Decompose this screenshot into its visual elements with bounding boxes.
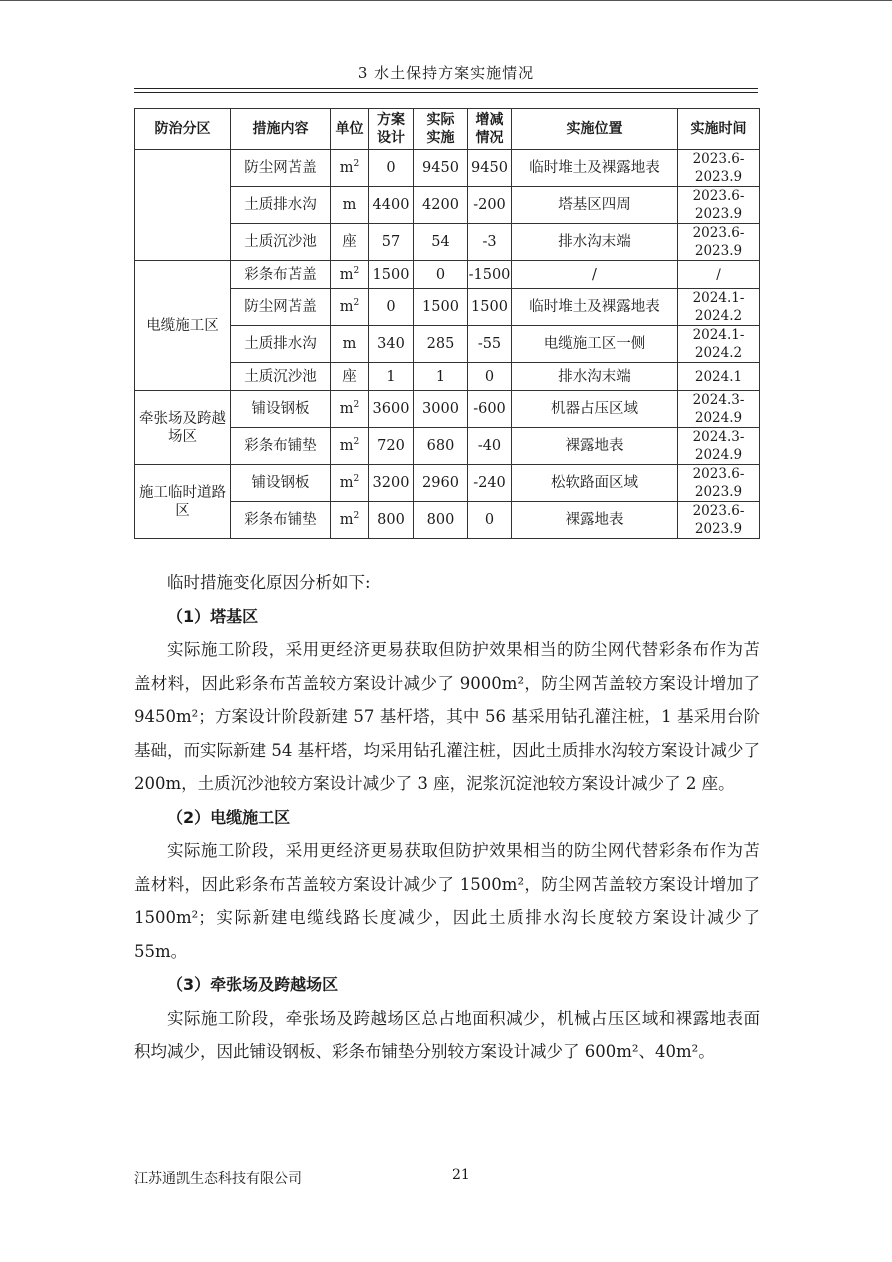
table-row — [135, 465, 760, 502]
unit-text: m — [339, 160, 354, 176]
design-value-cell: 3600 — [369, 391, 414, 428]
time-cell — [678, 289, 760, 326]
measure-cell: 土质排水沟 — [231, 187, 331, 224]
actual-value-cell: 1500 — [414, 289, 468, 326]
design-value-cell: 1500 — [369, 261, 414, 289]
unit-text: m — [342, 197, 357, 213]
change-value-cell: -240 — [468, 465, 512, 502]
design-value-cell: 57 — [369, 224, 414, 261]
unit-cell — [331, 224, 369, 261]
time-cell — [678, 428, 760, 465]
change-value-cell: 0 — [468, 363, 512, 391]
time-start: 2024.1 — [694, 368, 743, 385]
design-value-cell: 0 — [369, 150, 414, 187]
unit-text: m — [339, 401, 354, 417]
unit-superscript: 2 — [353, 298, 360, 309]
measure-cell: 土质沉沙池 — [231, 363, 331, 391]
header-cell: 增减情况 — [468, 109, 512, 150]
actual-value-cell: 9450 — [414, 150, 468, 187]
time-end: 2023.9 — [694, 169, 743, 185]
location-cell: 排水沟末端 — [512, 363, 678, 391]
time-start: 2024.1- — [692, 290, 745, 306]
unit-text: 座 — [342, 368, 357, 385]
time-end: 2023.9 — [694, 521, 743, 537]
unit-text: m — [339, 475, 354, 491]
time-end: 2024.2 — [694, 345, 743, 361]
design-value-cell: 4400 — [369, 187, 414, 224]
unit-cell — [331, 187, 369, 224]
unit-text: m — [339, 266, 354, 283]
table-header-row — [135, 109, 760, 150]
change-value-cell: -200 — [468, 187, 512, 224]
section-heading-tower: （1）塔基区 — [167, 606, 259, 626]
design-value-cell: 720 — [369, 428, 414, 465]
change-value-cell: 1500 — [468, 289, 512, 326]
header-cell: 实际实施 — [414, 109, 468, 150]
table-body — [135, 150, 760, 539]
intro-line: 临时措施变化原因分析如下: — [167, 573, 371, 592]
analysis-text — [134, 566, 760, 1069]
change-value-cell: -600 — [468, 391, 512, 428]
section-heading-cable: （2）电缆施工区 — [167, 807, 291, 827]
footer-company: 江苏通凯生态科技有限公司 — [134, 1171, 302, 1187]
measure-cell: 铺设钢板 — [231, 465, 331, 502]
unit-cell — [331, 289, 369, 326]
measure-cell: 彩条布铺垫 — [231, 502, 331, 539]
measure-cell: 土质排水沟 — [231, 326, 331, 363]
location-cell: 临时堆土及裸露地表 — [512, 289, 678, 326]
section-paragraph-tension: 实际施工阶段，牵张场及跨越场区总占地面积减少，机械占压区域和裸露地表面积均减少，因此铺设钢板、彩条布铺垫分别较方案设计减少了 600m²、40m²。 — [134, 1008, 760, 1061]
change-value-cell: -1500 — [468, 261, 512, 289]
time-end: 2024.2 — [694, 308, 743, 324]
unit-text: m — [339, 438, 354, 454]
running-header: 3 水土保持方案实施情况 — [357, 64, 535, 82]
measure-cell: 彩条布苫盖 — [231, 261, 331, 289]
change-value-cell: -40 — [468, 428, 512, 465]
location-cell: 机器占压区域 — [512, 391, 678, 428]
unit-text: m — [339, 299, 354, 315]
actual-value-cell: 285 — [414, 326, 468, 363]
zone-cell: 施工临时道路区 — [135, 465, 231, 539]
design-value-cell: 1 — [369, 363, 414, 391]
section-paragraph-tower: 实际施工阶段，采用更经济更易获取但防护效果相当的防尘网代替彩条布作为苫盖材料，因此彩条布苫盖较方案设计减少了 9000m²，防尘网苫盖较方案设计增加了 9450m²；方案设计阶段新建 57 基杆塔，其中 56 基采用钻孔灌注桩，1 基采用台阶基础，而实际新建 54 基杆塔，均采用钻孔灌注桩，因此土质排水沟较方案设计减少了 200m，土质沉沙池较方案设计减少了 3 座，泥浆沉淀池较方案设计减少了 2 座。 — [134, 640, 760, 793]
time-start: / — [716, 266, 721, 283]
zone-cell — [135, 150, 231, 261]
unit-superscript: 2 — [353, 400, 360, 411]
time-cell — [678, 150, 760, 187]
unit-superscript: 2 — [353, 437, 360, 448]
unit-superscript: 2 — [353, 474, 360, 485]
unit-text: 座 — [342, 234, 357, 250]
unit-superscript: 2 — [353, 265, 360, 276]
time-start: 2023.6- — [692, 188, 745, 204]
measure-cell: 防尘网苫盖 — [231, 289, 331, 326]
unit-superscript: 2 — [353, 511, 360, 522]
change-value-cell: 0 — [468, 502, 512, 539]
design-value-cell: 3200 — [369, 465, 414, 502]
time-cell — [678, 326, 760, 363]
time-cell — [678, 224, 760, 261]
location-cell: 电缆施工区一侧 — [512, 326, 678, 363]
time-start: 2024.3- — [692, 392, 745, 408]
table-row — [135, 150, 760, 187]
time-end: 2024.9 — [694, 447, 743, 463]
unit-text: m — [339, 512, 354, 528]
change-value-cell: 9450 — [468, 150, 512, 187]
header-cell: 实施位置 — [512, 109, 678, 150]
temporary-measures-table — [134, 108, 760, 539]
unit-cell — [331, 363, 369, 391]
zone-cell: 电缆施工区 — [135, 261, 231, 391]
unit-cell — [331, 465, 369, 502]
unit-cell — [331, 326, 369, 363]
location-cell: 裸露地表 — [512, 428, 678, 465]
time-start: 2024.3- — [692, 429, 745, 445]
unit-cell — [331, 391, 369, 428]
unit-cell — [331, 150, 369, 187]
time-end: 2023.9 — [694, 484, 743, 500]
time-end: 2024.9 — [694, 410, 743, 426]
design-value-cell: 0 — [369, 289, 414, 326]
time-start: 2023.6- — [692, 225, 745, 241]
header-cell: 方案设计 — [369, 109, 414, 150]
header-rule-thin — [134, 92, 758, 93]
time-cell — [678, 187, 760, 224]
actual-value-cell: 0 — [414, 261, 468, 289]
page-number: 21 — [452, 1167, 470, 1183]
location-cell: 松软路面区域 — [512, 465, 678, 502]
design-value-cell: 800 — [369, 502, 414, 539]
design-value-cell: 340 — [369, 326, 414, 363]
actual-value-cell: 1 — [414, 363, 468, 391]
unit-superscript: 2 — [353, 159, 360, 170]
time-start: 2023.6- — [692, 466, 745, 482]
page-top-edge — [0, 0, 892, 1]
actual-value-cell: 680 — [414, 428, 468, 465]
change-value-cell: -55 — [468, 326, 512, 363]
unit-cell — [331, 428, 369, 465]
unit-cell — [331, 502, 369, 539]
change-value-cell: -3 — [468, 224, 512, 261]
time-start: 2023.6- — [692, 151, 745, 167]
time-end: 2023.9 — [694, 243, 743, 259]
time-cell — [678, 465, 760, 502]
actual-value-cell: 2960 — [414, 465, 468, 502]
table-row — [135, 391, 760, 428]
header-cell: 措施内容 — [231, 109, 331, 150]
header-cell: 单位 — [331, 109, 369, 150]
location-cell: 排水沟末端 — [512, 224, 678, 261]
header-cell: 防治分区 — [135, 109, 231, 150]
location-cell: 裸露地表 — [512, 502, 678, 539]
location-cell: / — [512, 261, 678, 289]
location-cell: 塔基区四周 — [512, 187, 678, 224]
zone-cell: 牵张场及跨越场区 — [135, 391, 231, 465]
time-cell — [678, 391, 760, 428]
measure-cell: 土质沉沙池 — [231, 224, 331, 261]
header-rule — [134, 88, 758, 89]
section-paragraph-cable: 实际施工阶段，采用更经济更易获取但防护效果相当的防尘网代替彩条布作为苫盖材料，因此彩条布苫盖较方案设计减少了 1500m²，防尘网苫盖较方案设计增加了 1500m²；实际新建电缆线路长度减少，因此土质排水沟长度较方案设计减少了 55m。 — [134, 841, 760, 961]
time-end: 2023.9 — [694, 206, 743, 222]
section-heading-tension: （3）牵张场及跨越场区 — [167, 975, 339, 994]
unit-cell — [331, 261, 369, 289]
time-start: 2023.6- — [692, 503, 745, 519]
time-start: 2024.1- — [692, 327, 745, 343]
actual-value-cell: 54 — [414, 224, 468, 261]
measure-cell: 铺设钢板 — [231, 391, 331, 428]
table-row — [135, 261, 760, 289]
actual-value-cell: 3000 — [414, 391, 468, 428]
actual-value-cell: 800 — [414, 502, 468, 539]
time-cell — [678, 502, 760, 539]
actual-value-cell: 4200 — [414, 187, 468, 224]
unit-text: m — [342, 336, 357, 352]
time-cell — [678, 261, 760, 289]
measure-cell: 彩条布铺垫 — [231, 428, 331, 465]
time-cell — [678, 363, 760, 391]
measure-cell: 防尘网苫盖 — [231, 150, 331, 187]
location-cell: 临时堆土及裸露地表 — [512, 150, 678, 187]
header-cell: 实施时间 — [678, 109, 760, 150]
